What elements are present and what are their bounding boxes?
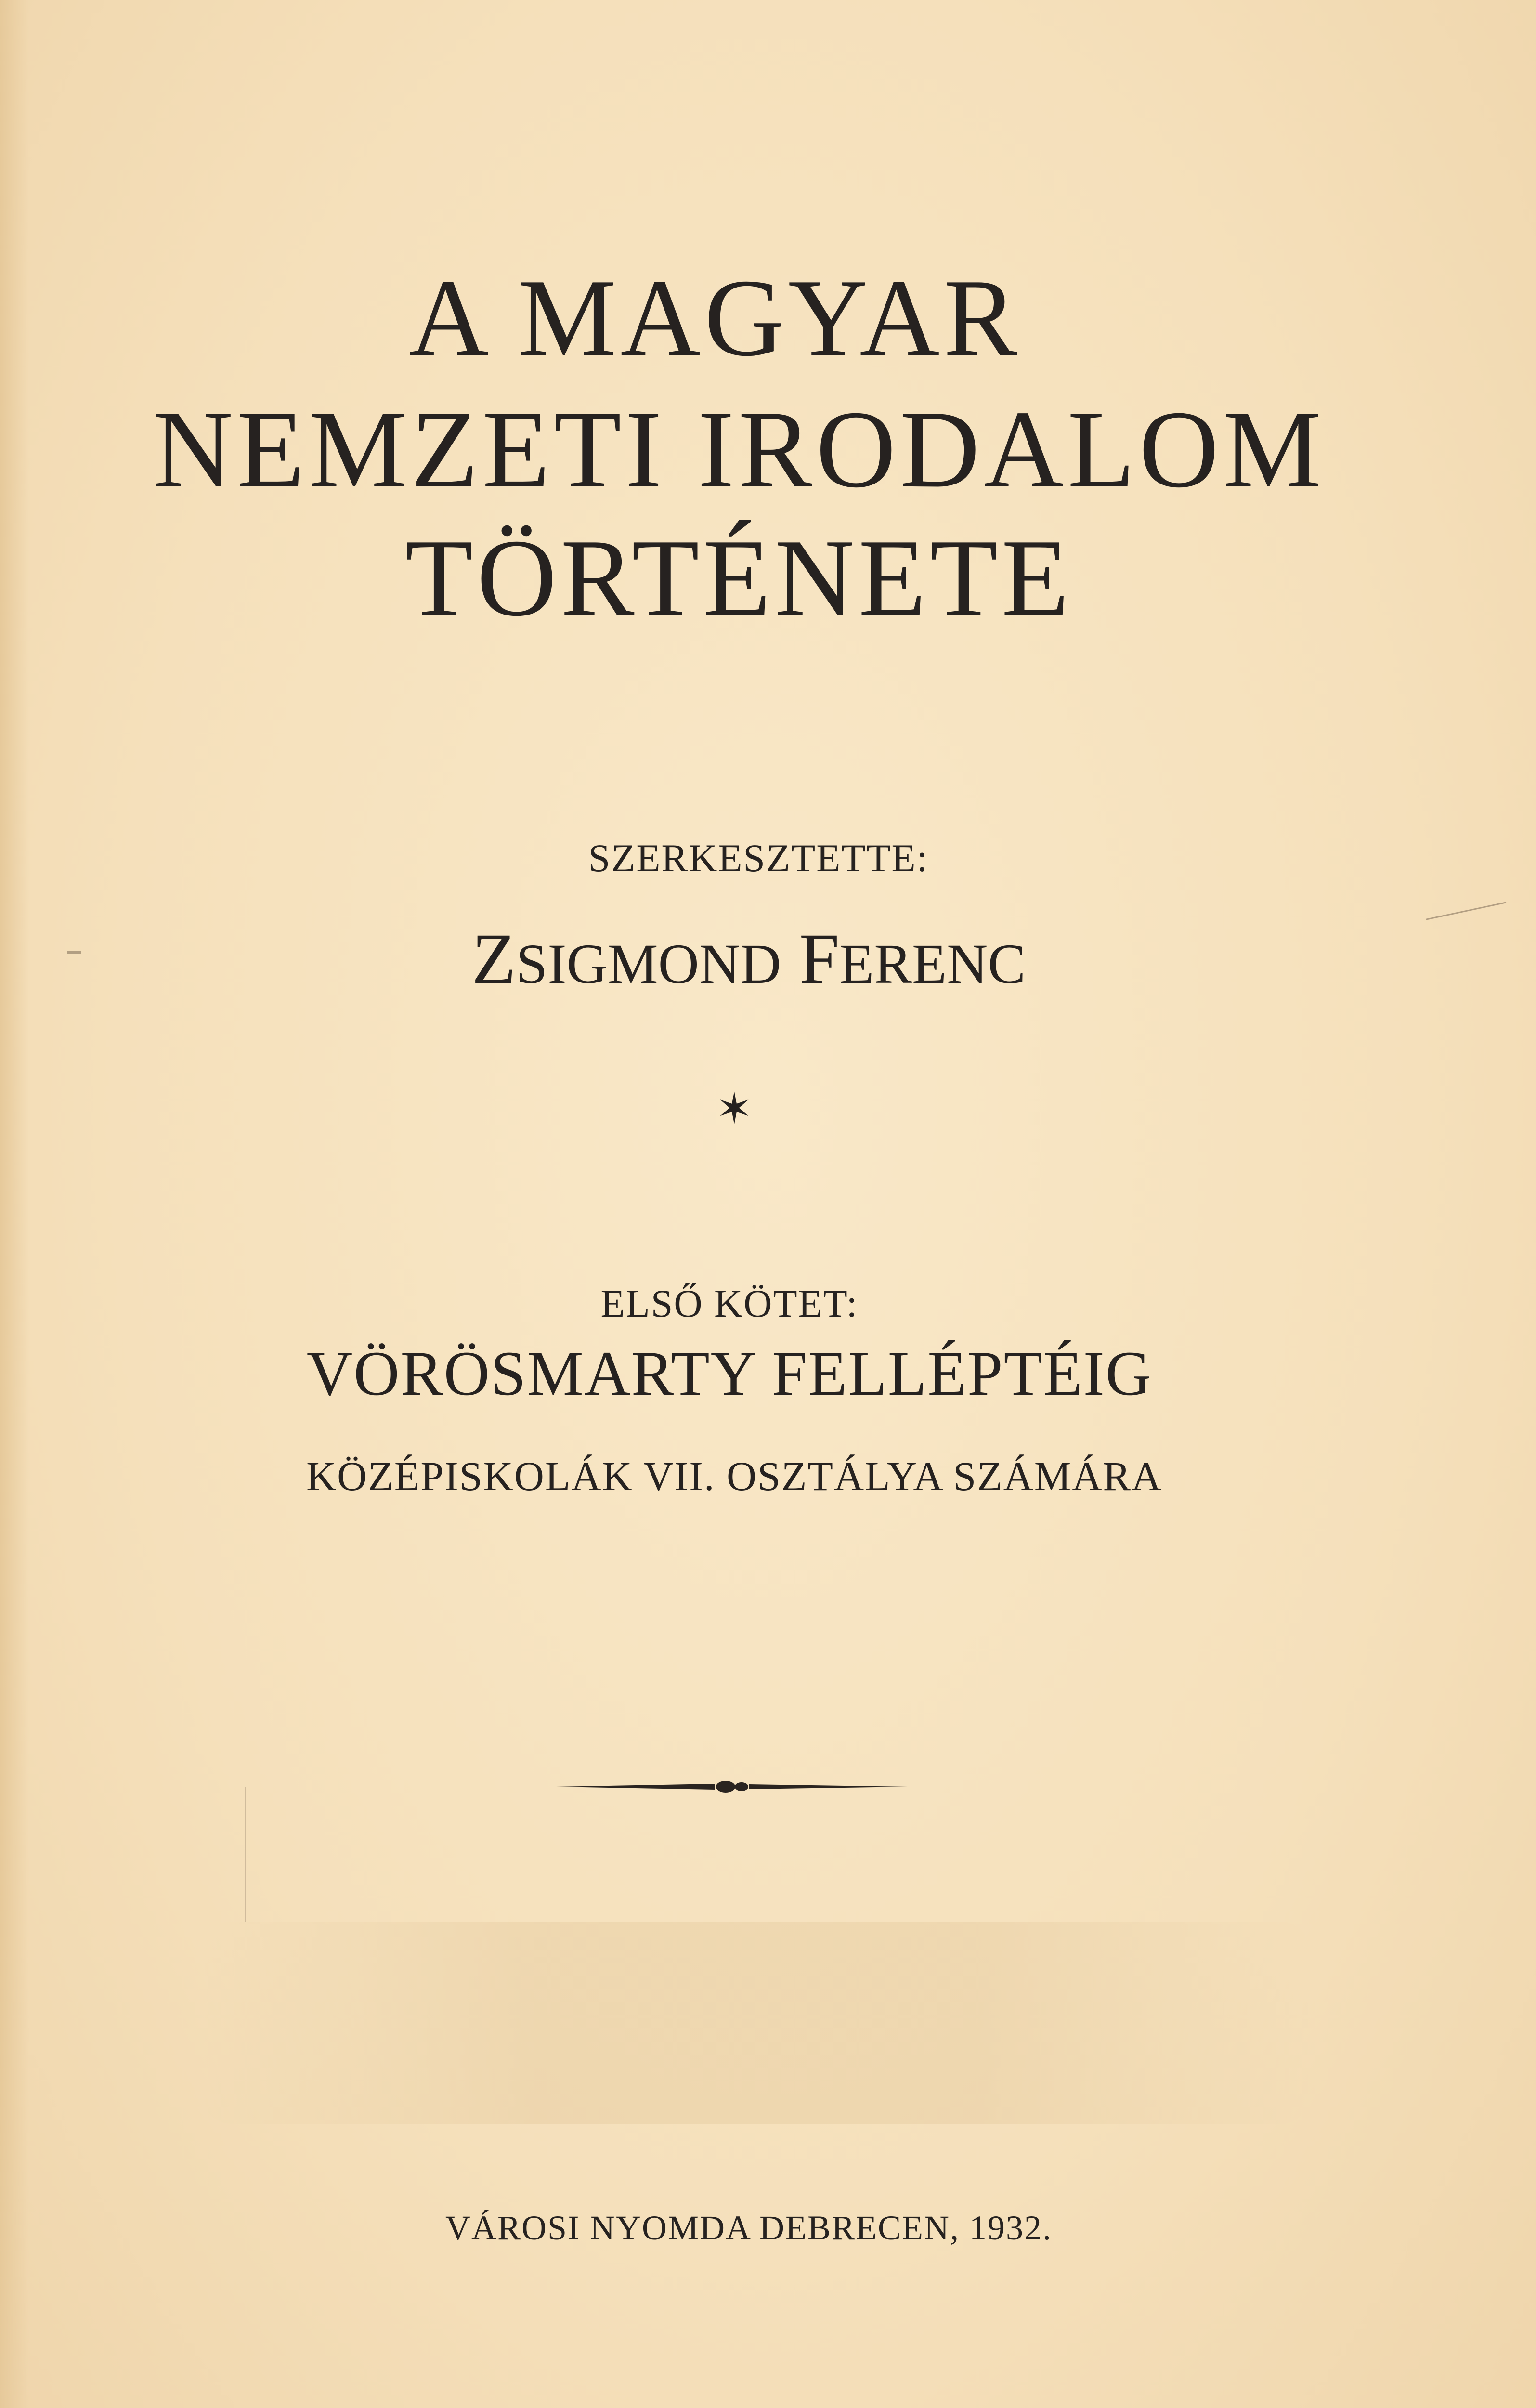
title-line-2: NEMZETI IRODALOM	[153, 388, 1326, 510]
editor-last-initial: F	[799, 919, 840, 999]
editor-label: SZERKESZTETTE:	[588, 836, 929, 880]
rule-ornament	[556, 1777, 908, 1796]
volume-title: VÖRÖSMARTY FELLÉPTÉIG	[306, 1338, 1153, 1409]
editor-first-initial: Z	[471, 919, 516, 999]
title-line-1: A MAGYAR	[409, 256, 1021, 379]
editor-last-rest: ERENC	[839, 932, 1026, 995]
bleed-through-stamp	[202, 1922, 1310, 2124]
ink-speck	[245, 1787, 246, 1922]
audience-line: KÖZÉPISKOLÁK VII. OSZTÁLYA SZÁMÁRA	[306, 1453, 1162, 1499]
volume-label: ELSŐ KÖTET:	[600, 1282, 859, 1325]
imprint: VÁROSI NYOMDA DEBRECEN, 1932.	[445, 2209, 1053, 2247]
editor-first-rest: SIGMOND	[516, 932, 781, 995]
star-separator: ✶	[716, 1086, 753, 1133]
editor-name	[0, 917, 1517, 1000]
title-line-3: TÖRTÉNETE	[405, 516, 1073, 639]
ink-speck	[67, 951, 81, 954]
